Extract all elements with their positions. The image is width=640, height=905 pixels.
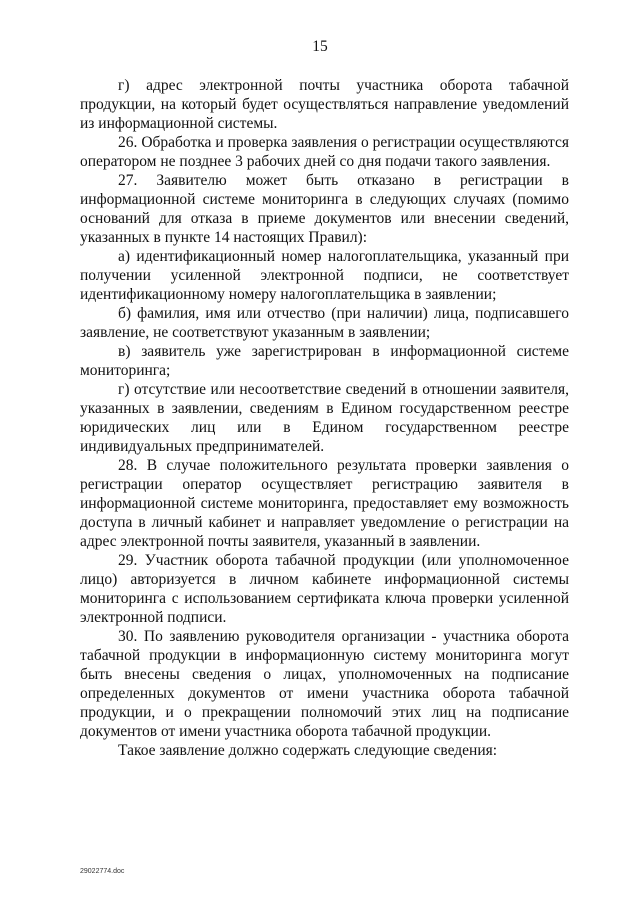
page-number: 15	[312, 38, 328, 55]
paragraph-29: 29. Участник оборота табачной продукции (или уполномоченное лицо) авторизуется в личном кабинете информационной системы мониторинга с использованием сертификата ключа проверки усиленной электронной подписи.	[80, 552, 569, 626]
paragraph-27-g: г) отсутствие или несоответствие сведений в отношении заявителя, указанных в заявлении, сведениям в Едином государственном реестре юридических лиц или в Едином государственном реестре индивидуальных предпринимателей.	[80, 381, 569, 455]
paragraph-30: 30. По заявлению руководителя организации - участника оборота табачной продукции в информационную систему мониторинга могут быть внесены сведения о лицах, уполномоченных на подписание определенных документов от имени участника оборота табачной продукции, и о прекращении полномочий этих лиц на подписание документов от имени участника оборота табачной продукции.	[80, 628, 569, 740]
document-body	[80, 76, 569, 760]
paragraph-email-address: г) адрес электронной почты участника оборота табачной продукции, на который будет осуществляться направление уведомлений из информационной системы.	[80, 77, 569, 132]
paragraph-27-v: в) заявитель уже зарегистрирован в информационной системе мониторинга;	[80, 343, 569, 379]
paragraph-27-b: б) фамилия, имя или отчество (при наличии) лица, подписавшего заявление, не соответствуют указанным в заявлении;	[80, 305, 569, 341]
paragraph-28: 28. В случае положительного результата проверки заявления о регистрации оператор осуществляет регистрацию заявителя в информационной системе мониторинга, предоставляет ему возможность доступа в личный кабинет и направляет уведомление о регистрации на адрес электронной почты заявителя, указанный в заявлении.	[80, 457, 569, 550]
paragraph-26: 26. Обработка и проверка заявления о регистрации осуществляются оператором не позднее 3 рабочих дней со дня подачи такого заявления.	[80, 134, 569, 170]
paragraph-27-a: а) идентификационный номер налогоплательщика, указанный при получении усиленной электронной подписи, не соответствует идентификационному номеру налогоплательщика в заявлении;	[80, 248, 569, 303]
paragraph-27: 27. Заявителю может быть отказано в регистрации в информационной системе мониторинга в следующих случаях (помимо оснований для отказа в приеме документов или внесении сведений, указанных в пункте 14 настоящих Правил):	[80, 172, 569, 246]
paragraph-statement-contents: Такое заявление должно содержать следующие сведения:	[118, 742, 498, 759]
footer-file-code: 29022774.doc	[80, 868, 125, 875]
